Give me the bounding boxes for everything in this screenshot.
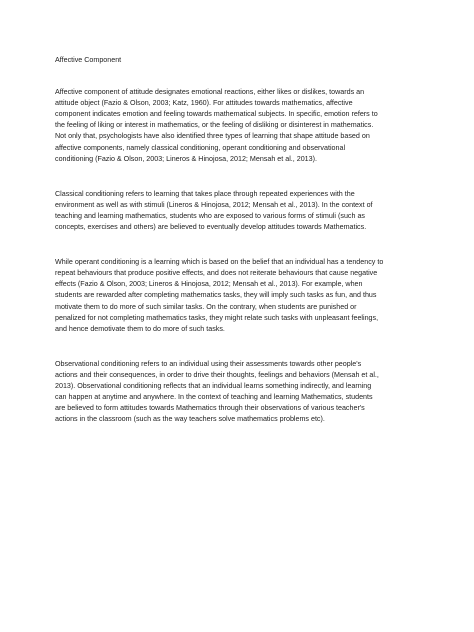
text-line: and hence demotivate them to do more of such tasks. [55,324,225,333]
text-line: Observational conditioning refers to an individual using their assessments towards other people's [55,359,362,368]
section-heading: Affective Component [55,56,122,64]
text-line: Classical conditioning refers to learning that takes place through repeated experiences with the [55,189,355,198]
text-line: repeat behaviours that produce positive effects, and does not reiterate behaviours that cause negative [55,269,378,278]
text-line: attitude object (Fazio & Olson, 2003; Katz, 1960). For attitudes towards mathematics, affective [55,99,353,108]
text-line: component indicates emotion and feeling towards mathematical subjects. In specific, emotion refers to [55,110,378,119]
paragraph-operant-conditioning [55,257,423,335]
text-line: effects (Fazio & Olson, 2003; Lineros & Hinojosa, 2012; Mensah et al., 2013). For example, when [55,280,363,289]
text-line: students are rewarded after completing mathematics tasks, they will imply such tasks as fun, and thus [55,291,377,300]
text-line: penalized for not completing mathematics tasks, they might relate such tasks with unpleasant feelings, [55,313,379,322]
text-line: teaching and learning mathematics, students who are exposed to various forms of stimuli (such as [55,211,365,220]
text-line: Not only that, psychologists have also identified three types of learning that shape attitude based on [55,132,370,141]
text-line: actions in the classroom (such as the way teachers solve mathematics problems etc). [55,415,325,424]
paragraph-classical-conditioning [55,189,423,233]
text-line: the feeling of liking or interest in mathematics, or the feeling of disliking or disinterest in mathematics. [55,121,374,130]
text-line: 2013). Observational conditioning reflects that an individual learns something indirectly, and learning [55,381,372,390]
text-line: environment as well as with stimuli (Lineros & Hinojosa, 2012; Mensah et al., 2013). In the context of [55,200,373,209]
text-line: concepts, exercises and others) are believed to eventually develop attitudes towards Mathematics. [55,223,367,232]
text-line: affective components, namely classical conditioning, operant conditioning and observational [55,143,346,152]
text-line: conditioning (Fazio & Olson, 2003; Lineros & Hinojosa, 2012; Mensah et al., 2013). [55,154,317,163]
text-line: motivate them to do more of such similar tasks. On the contrary, when students are punished or [55,302,357,311]
text-line: actions and their consequences, in order to drive their thoughts, feelings and behaviors (Mensah et al., [55,370,379,379]
document-body [55,55,423,425]
paragraph-observational-conditioning [55,359,423,426]
text-line: Affective component of attitude designates emotional reactions, either likes or dislikes, towards an [55,88,365,97]
text-line: are believed to form attitudes towards Mathematics through their observations of various teacher's [55,404,365,413]
text-line: While operant conditioning is a learning which is based on the belief that an individual has a tendency to [55,258,384,267]
text-line: can happen at anytime and anywhere. In the context of teaching and learning Mathematics, students [55,393,373,402]
paragraph-affective-component [55,87,423,165]
